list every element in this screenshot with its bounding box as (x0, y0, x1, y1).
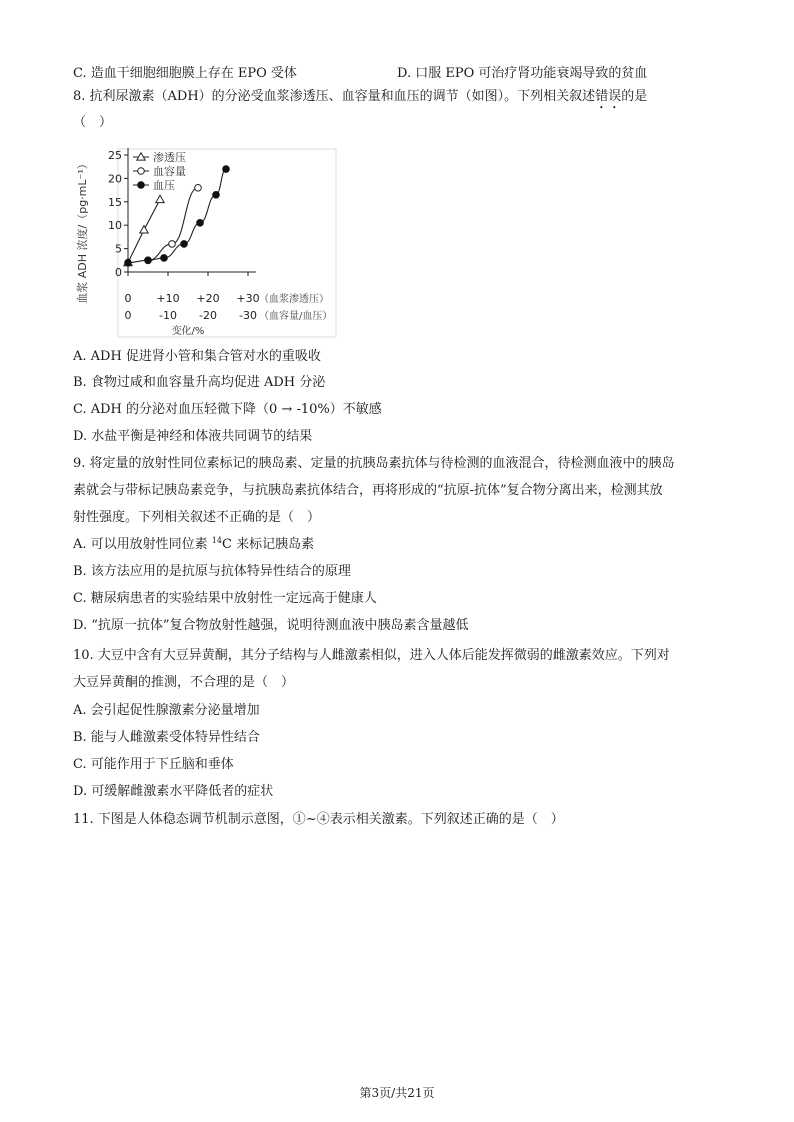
q8-option-a: A. ADH 促进肾小管和集合管对水的重吸收 (73, 349, 321, 364)
y-axis-label: 血浆 ADH 浓度/（pg·mL⁻¹） (76, 158, 89, 304)
x-tick-label-row1: 0 (124, 292, 132, 305)
q10-stem-line1: 10. 大豆中含有大豆异黄酮，其分子结构与人雌激素相似，进入人体后能发挥微弱的雌激素效应。下列对 (73, 648, 670, 663)
x-row1-label: （血浆渗透压） (259, 294, 329, 305)
data-point-open-circle (169, 241, 176, 248)
chart-legend (133, 150, 186, 192)
x-tick-label-row2: 0 (124, 309, 132, 322)
q9-stem-line1: 9. 将定量的放射性同位素标记的胰岛素、定量的抗胰岛素抗体与待检测的血液混合，待检测血液中的胰岛 (73, 456, 675, 471)
isotope-mass: 14 (211, 536, 222, 545)
data-point-filled-circle (197, 220, 204, 227)
x-tick-label-row1: +30 (236, 292, 260, 305)
legend-label: 血压 (153, 179, 175, 192)
y-tick-label: 0 (115, 266, 122, 279)
x-tick-label-row2: -30 (239, 309, 257, 322)
q8-option-b: B. 食物过咸和血容量升高均促进 ADH 分泌 (73, 375, 326, 390)
legend-label: 渗透压 (153, 151, 186, 164)
data-point-filled-circle (181, 241, 188, 248)
data-point-filled-circle (213, 191, 220, 198)
chart-frame (118, 149, 336, 337)
y-tick-label: 25 (108, 149, 122, 162)
q8-answer-paren: （ ） (73, 115, 113, 130)
data-point-open-circle (195, 184, 202, 191)
y-tick-label: 15 (108, 195, 122, 209)
q9-option-b: B. 该方法应用的是抗原与抗体特异性结合的原理 (73, 564, 351, 579)
page-number: 第3页/共21页 (359, 1086, 435, 1100)
data-point-triangle (137, 153, 145, 160)
q7-option-c: C. 造血干细胞细胞膜上存在 EPO 受体 (73, 66, 297, 81)
data-point-filled-circle (161, 255, 168, 262)
q9-stem-line3: 射性强度。下列相关叙述不正确的是（ ） (73, 510, 321, 525)
series-line-open-circle (148, 188, 198, 261)
x-tick-label-row2: -20 (199, 309, 217, 322)
data-point-open-circle (138, 168, 145, 175)
q7-option-d: D. 口服 EPO 可治疗肾功能衰竭导致的贫血 (397, 66, 648, 81)
y-tick-label: 10 (108, 219, 122, 233)
q10-option-a: A. 会引起促性腺激素分泌量增加 (73, 703, 260, 718)
x-axis-label: 变化/% (171, 326, 205, 337)
q9-option-a: A. 可以用放射性同位素 $^{14}$C 来标记胰岛素 (73, 536, 315, 552)
legend-label: 血容量 (153, 165, 186, 178)
y-tick-label: 20 (108, 172, 122, 186)
q10-stem-line2: 大豆异黄酮的推测，不合理的是（ ） (73, 675, 295, 690)
adh-chart (73, 143, 337, 339)
q8-emphasis: 错误 (595, 89, 622, 104)
x-tick-label-row1: +10 (156, 292, 180, 305)
x-row2-label: （血容量/血压） (259, 311, 333, 322)
x-tick-label-row2: -10 (159, 309, 177, 322)
q8-option-d: D. 水盐平衡是神经和体液共同调节的结果 (73, 429, 313, 444)
chart-series (124, 166, 230, 266)
q10-option-d: D. 可缓解雌激素水平降低者的症状 (73, 784, 274, 799)
q10-option-b: B. 能与人雌激素受体特异性结合 (73, 730, 260, 745)
x-tick-label-row1: +20 (196, 292, 220, 305)
data-point-filled-circle (125, 259, 132, 266)
data-point-filled-circle (145, 257, 152, 264)
data-point-filled-circle (138, 182, 145, 189)
q11-stem: 11. 下图是人体稳态调节机制示意图，①~④表示相关激素。下列叙述正确的是（ ） (73, 812, 564, 827)
q8-option-c: C. ADH 的分泌对血压轻微下降（0 → -10%）不敏感 (73, 402, 382, 417)
q9-option-d: D. “抗原一抗体”复合物放射性越强，说明待测血液中胰岛素含量越低 (73, 618, 469, 633)
y-tick-label: 5 (115, 242, 122, 256)
q9-option-c: C. 糖尿病患者的实验结果中放射性一定远高于健康人 (73, 591, 377, 606)
q8-stem: 8. 抗利尿激素（ADH）的分泌受血浆渗透压、血容量和血压的调节（如图）。下列相关叙述错误的是 (73, 89, 648, 104)
chart-axes (118, 148, 336, 337)
data-point-triangle (156, 195, 164, 202)
q10-option-c: C. 可能作用于下丘脑和垂体 (73, 757, 234, 772)
data-point-filled-circle (223, 166, 230, 173)
q9-stem-line2: 素就会与带标记胰岛素竞争，与抗胰岛素抗体结合，再将形成的“抗原-抗体”复合物分离出来，检测其放 (73, 483, 663, 498)
data-point-triangle (140, 226, 148, 233)
